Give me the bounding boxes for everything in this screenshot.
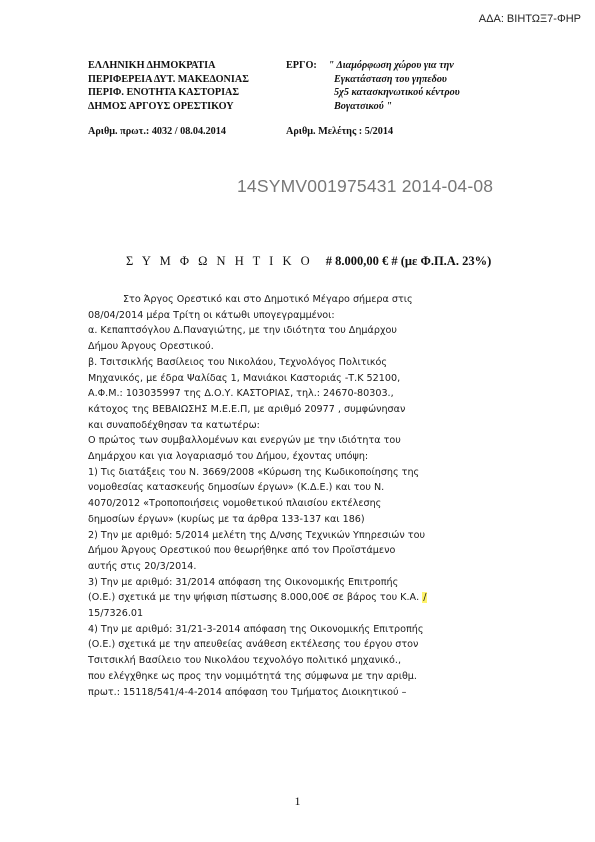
body-line: 1) Τις διατάξεις του Ν. 3669/2008 «Κύρωση της Κωδικοποίησης της <box>88 466 420 478</box>
page-number: 1 <box>294 794 301 808</box>
protocol-number: Αριθμ. πρωτ.: 4032 / 08.04.2014 <box>88 126 226 137</box>
issuer-line: ΠΕΡΙΦ. ΕΝΟΤΗΤΑ ΚΑΣΤΟΡΙΑΣ <box>88 87 240 98</box>
project-title-line: " Διαμόρφωση χώρου για την <box>328 60 454 71</box>
body-line: κάτοχος της ΒΕΒΑΙΩΣΗΣ Μ.Ε.Ε.Π, με αριθμό 20977 , συμφώνησαν <box>88 403 406 415</box>
project-label: ΕΡΓΟ: <box>286 60 317 71</box>
study-number: Αριθμ. Μελέτης : 5/2014 <box>286 126 394 137</box>
document-title <box>126 254 491 269</box>
body-line: 15/7326.01 <box>88 608 144 620</box>
body-line: 4) Την με αριθμό: 31/21-3-2014 απόφαση της Οικονομικής Επιτροπής <box>88 623 424 635</box>
project-title-line: Εγκατάσταση του γηπεδου <box>334 73 447 85</box>
body-line: δημοσίων έργων» (κυρίως με τα άρθρα 133-137 και 186) <box>88 513 365 525</box>
contract-body <box>88 292 508 700</box>
body-line: α. Κεπαπτσόγλου Δ.Παναγιώτης, με την ιδιότητα του Δημάρχου <box>88 325 397 337</box>
body-line: Α.Φ.Μ.: 103035997 της Δ.Ο.Υ. ΚΑΣΤΟΡΙΑΣ, τηλ.: 24670-80303., <box>88 388 394 400</box>
project-title-line: 5χ5 κατασκηνωτικού κέντρου <box>334 87 460 98</box>
body-line: που ελέγχθηκε ως προς την νομιμότητά της σύμφωνα με την αριθμ. <box>88 670 417 682</box>
body-line: αυτής στις 20/3/2014. <box>88 560 197 572</box>
ada-code: ΑΔΑ: ΒΙΗΤΩΞ7-ΦΗΡ <box>478 13 581 25</box>
body-line: 2) Την με αριθμό: 5/2014 μελέτη της Δ/νσης Τεχνικών Υπηρεσιών του <box>88 529 426 541</box>
body-line-highlighted <box>88 590 508 606</box>
title-text: Σ Υ Μ Φ Ω Ν Η Τ Ι Κ Ο <box>126 254 313 268</box>
body-line: β. Τσιτσικλής Βασίλειος του Νικολάου, Τεχνολόγος Πολιτικός <box>88 356 387 368</box>
project-title-line: Βογατσικού " <box>334 100 392 112</box>
body-line: Μηχανικός, με έδρα Ψαλίδας 1, Μανιάκοι Καστοριάς -Τ.Κ 52100, <box>88 372 401 384</box>
body-line: (Ο.Ε.) σχετικά με την απευθείας ανάθεση εκτέλεσης του έργου στον <box>88 639 419 651</box>
issuer-header <box>88 59 288 113</box>
body-line: Δημάρχου και για λογαριασμό του Δήμου, έχοντας υπόψη: <box>88 451 369 463</box>
title-amount: # 8.000,00 € # (με Φ.Π.Α. 23%) <box>325 254 492 268</box>
body-line: 4070/2012 «Τροποποιήσεις νομοθετικού πλαισίου εκτέλεσης <box>88 498 382 510</box>
body-line: Δήμου Άργους Ορεστικού που θεωρήθηκε από τον Προϊστάμενο <box>88 545 396 557</box>
issuer-line: ΠΕΡΙΦΕΡΕΙΑ ΔΥΤ. ΜΑΚΕΔΟΝΙΑΣ <box>88 73 249 85</box>
body-line: και συναποδέχθησαν τα κατωτέρω: <box>88 419 260 431</box>
highlight-mark: / <box>423 592 427 604</box>
body-line: 08/04/2014 μέρα Τρίτη οι κάτωθι υπογεγραμμένοι: <box>88 309 335 321</box>
body-line: 3) Την με αριθμό: 31/2014 απόφαση της Οικονομικής Επιτροπής <box>88 576 399 588</box>
body-line: πρωτ.: 15118/541/4-4-2014 απόφαση του Τμήματος Διοικητικού – <box>88 686 407 698</box>
project-header <box>286 59 546 113</box>
issuer-line: ΔΗΜΟΣ ΑΡΓΟΥΣ ΟΡΕΣΤΙΚΟΥ <box>88 100 234 112</box>
body-line: Δήμου Άργους Ορεστικού. <box>88 341 214 353</box>
registry-stamp: 14SYMV001975431 2014-04-08 <box>237 176 494 196</box>
body-line: Τσιτσικλή Βασίλειο του Νικολάου τεχνολόγο πολιτικό μηχανικό., <box>88 655 401 667</box>
body-line: Στο Άργος Ορεστικό και στο Δημοτικό Μέγαρο σήμερα στις <box>123 294 413 305</box>
body-line: (Ο.Ε.) σχετικά με την ψήφιση πίστωσης 8.000,00€ σε βάρος του Κ.Α. <box>88 592 420 604</box>
body-line: νομοθεσίας κατασκευής δημοσίων έργων» (Κ.Δ.Ε.) και του Ν. <box>88 482 385 494</box>
issuer-line: ΕΛΛΗΝΙΚΗ ΔΗΜΟΚΡΑΤΙΑ <box>88 60 216 71</box>
body-line: Ο πρώτος των συμβαλλομένων και ενεργών με την ιδιότητα του <box>88 435 401 447</box>
